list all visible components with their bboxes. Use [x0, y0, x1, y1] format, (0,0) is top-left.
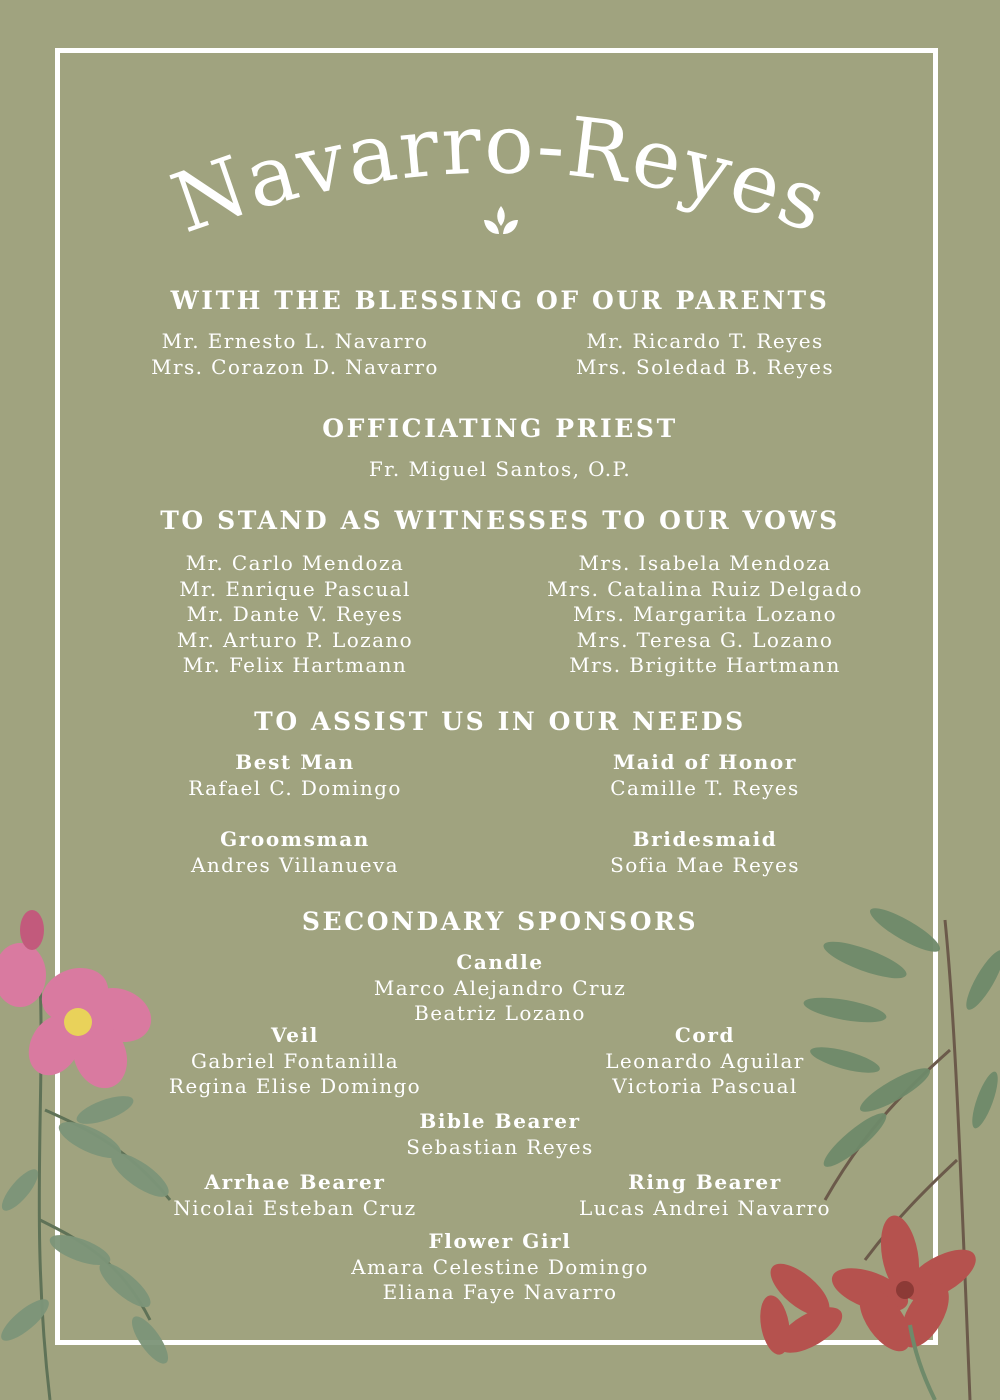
priest-heading: OFFICIATING PRIEST [322, 414, 678, 443]
role-label: Candle [456, 950, 544, 974]
sponsor-name: Andres Villanueva [191, 852, 399, 877]
role-label: Best Man [235, 750, 355, 774]
role-label: Flower Girl [428, 1229, 572, 1253]
parent-name: Mrs. Soledad B. Reyes [576, 354, 834, 379]
witnesses-right [520, 551, 890, 679]
maid-of-honor [520, 750, 890, 801]
groomsman [110, 827, 480, 878]
sponsor-name: Sofia Mae Reyes [610, 852, 800, 877]
sponsor-name: Sebastian Reyes [406, 1134, 594, 1159]
role-label: Groomsman [220, 827, 370, 851]
secondary-heading: SECONDARY SPONSORS [301, 907, 699, 936]
witness-name: Mrs. Brigitte Hartmann [569, 653, 841, 678]
role-label: Maid of Honor [612, 750, 797, 774]
sponsor-name: Nicolai Esteban Cruz [173, 1195, 417, 1220]
witness-name: Mrs. Isabela Mendoza [578, 551, 832, 575]
parents-heading: WITH THE BLESSING OF OUR PARENTS [170, 286, 830, 315]
sponsor-name: Lucas Andrei Navarro [579, 1195, 831, 1220]
best-man [110, 750, 480, 801]
red-lily-illustration [750, 1215, 1000, 1400]
sponsor-name: Marco Alejandro Cruz [373, 975, 627, 1000]
witness-name: Mr. Dante V. Reyes [186, 602, 404, 627]
witness-name: Mrs. Margarita Lozano [572, 602, 838, 627]
witnesses-left [110, 551, 480, 679]
witness-name: Mr. Carlo Mendoza [185, 551, 405, 575]
role-label: Ring Bearer [628, 1170, 782, 1194]
sponsor-name: Regina Elise Domingo [168, 1074, 422, 1099]
role-label: Cord [674, 1023, 736, 1047]
sponsor-name: Beatriz Lozano [414, 1001, 586, 1026]
groom-parents [110, 329, 480, 380]
witness-name: Mr. Arturo P. Lozano [176, 627, 414, 652]
bible-bearer [250, 1109, 750, 1160]
parent-name: Mr. Ernesto L. Navarro [161, 329, 429, 353]
role-label: Bible Bearer [419, 1109, 581, 1133]
witness-name: Mrs. Teresa G. Lozano [576, 627, 834, 652]
sponsor-name: Gabriel Fontanilla [190, 1048, 400, 1073]
flower-girl [250, 1229, 750, 1306]
bride-parents [520, 329, 890, 380]
leaf-sprig-icon [482, 202, 520, 238]
sponsor-name: Victoria Pascual [612, 1074, 798, 1099]
parent-name: Mrs. Corazon D. Navarro [151, 354, 439, 379]
parent-name: Mr. Ricardo T. Reyes [586, 329, 824, 353]
role-label: Bridesmaid [632, 827, 778, 851]
assist-heading: TO ASSIST US IN OUR NEEDS [254, 707, 746, 736]
priest-name [250, 457, 750, 483]
candle-sponsors [250, 950, 750, 1027]
witness-name: Mr. Felix Hartmann [182, 653, 408, 678]
title-text: Navarro-Reyes [160, 97, 841, 253]
witness-name: Mrs. Catalina Ruiz Delgado [547, 576, 863, 601]
priest-name-text: Fr. Miguel Santos, O.P. [368, 457, 632, 481]
role-label: Veil [270, 1023, 319, 1047]
witnesses-heading: TO STAND AS WITNESSES TO OUR VOWS [160, 506, 840, 535]
sponsor-name: Amara Celestine Domingo [351, 1254, 649, 1279]
bridesmaid [520, 827, 890, 878]
sponsor-name: Leonardo Aguilar [605, 1048, 805, 1073]
sponsor-name: Camille T. Reyes [610, 775, 800, 800]
role-label: Arrhae Bearer [204, 1170, 386, 1194]
pink-rose-illustration [0, 900, 230, 1400]
sponsor-name: Rafael C. Domingo [188, 775, 402, 800]
witness-name: Mr. Enrique Pascual [179, 576, 411, 601]
sponsor-name: Eliana Faye Navarro [382, 1280, 618, 1305]
